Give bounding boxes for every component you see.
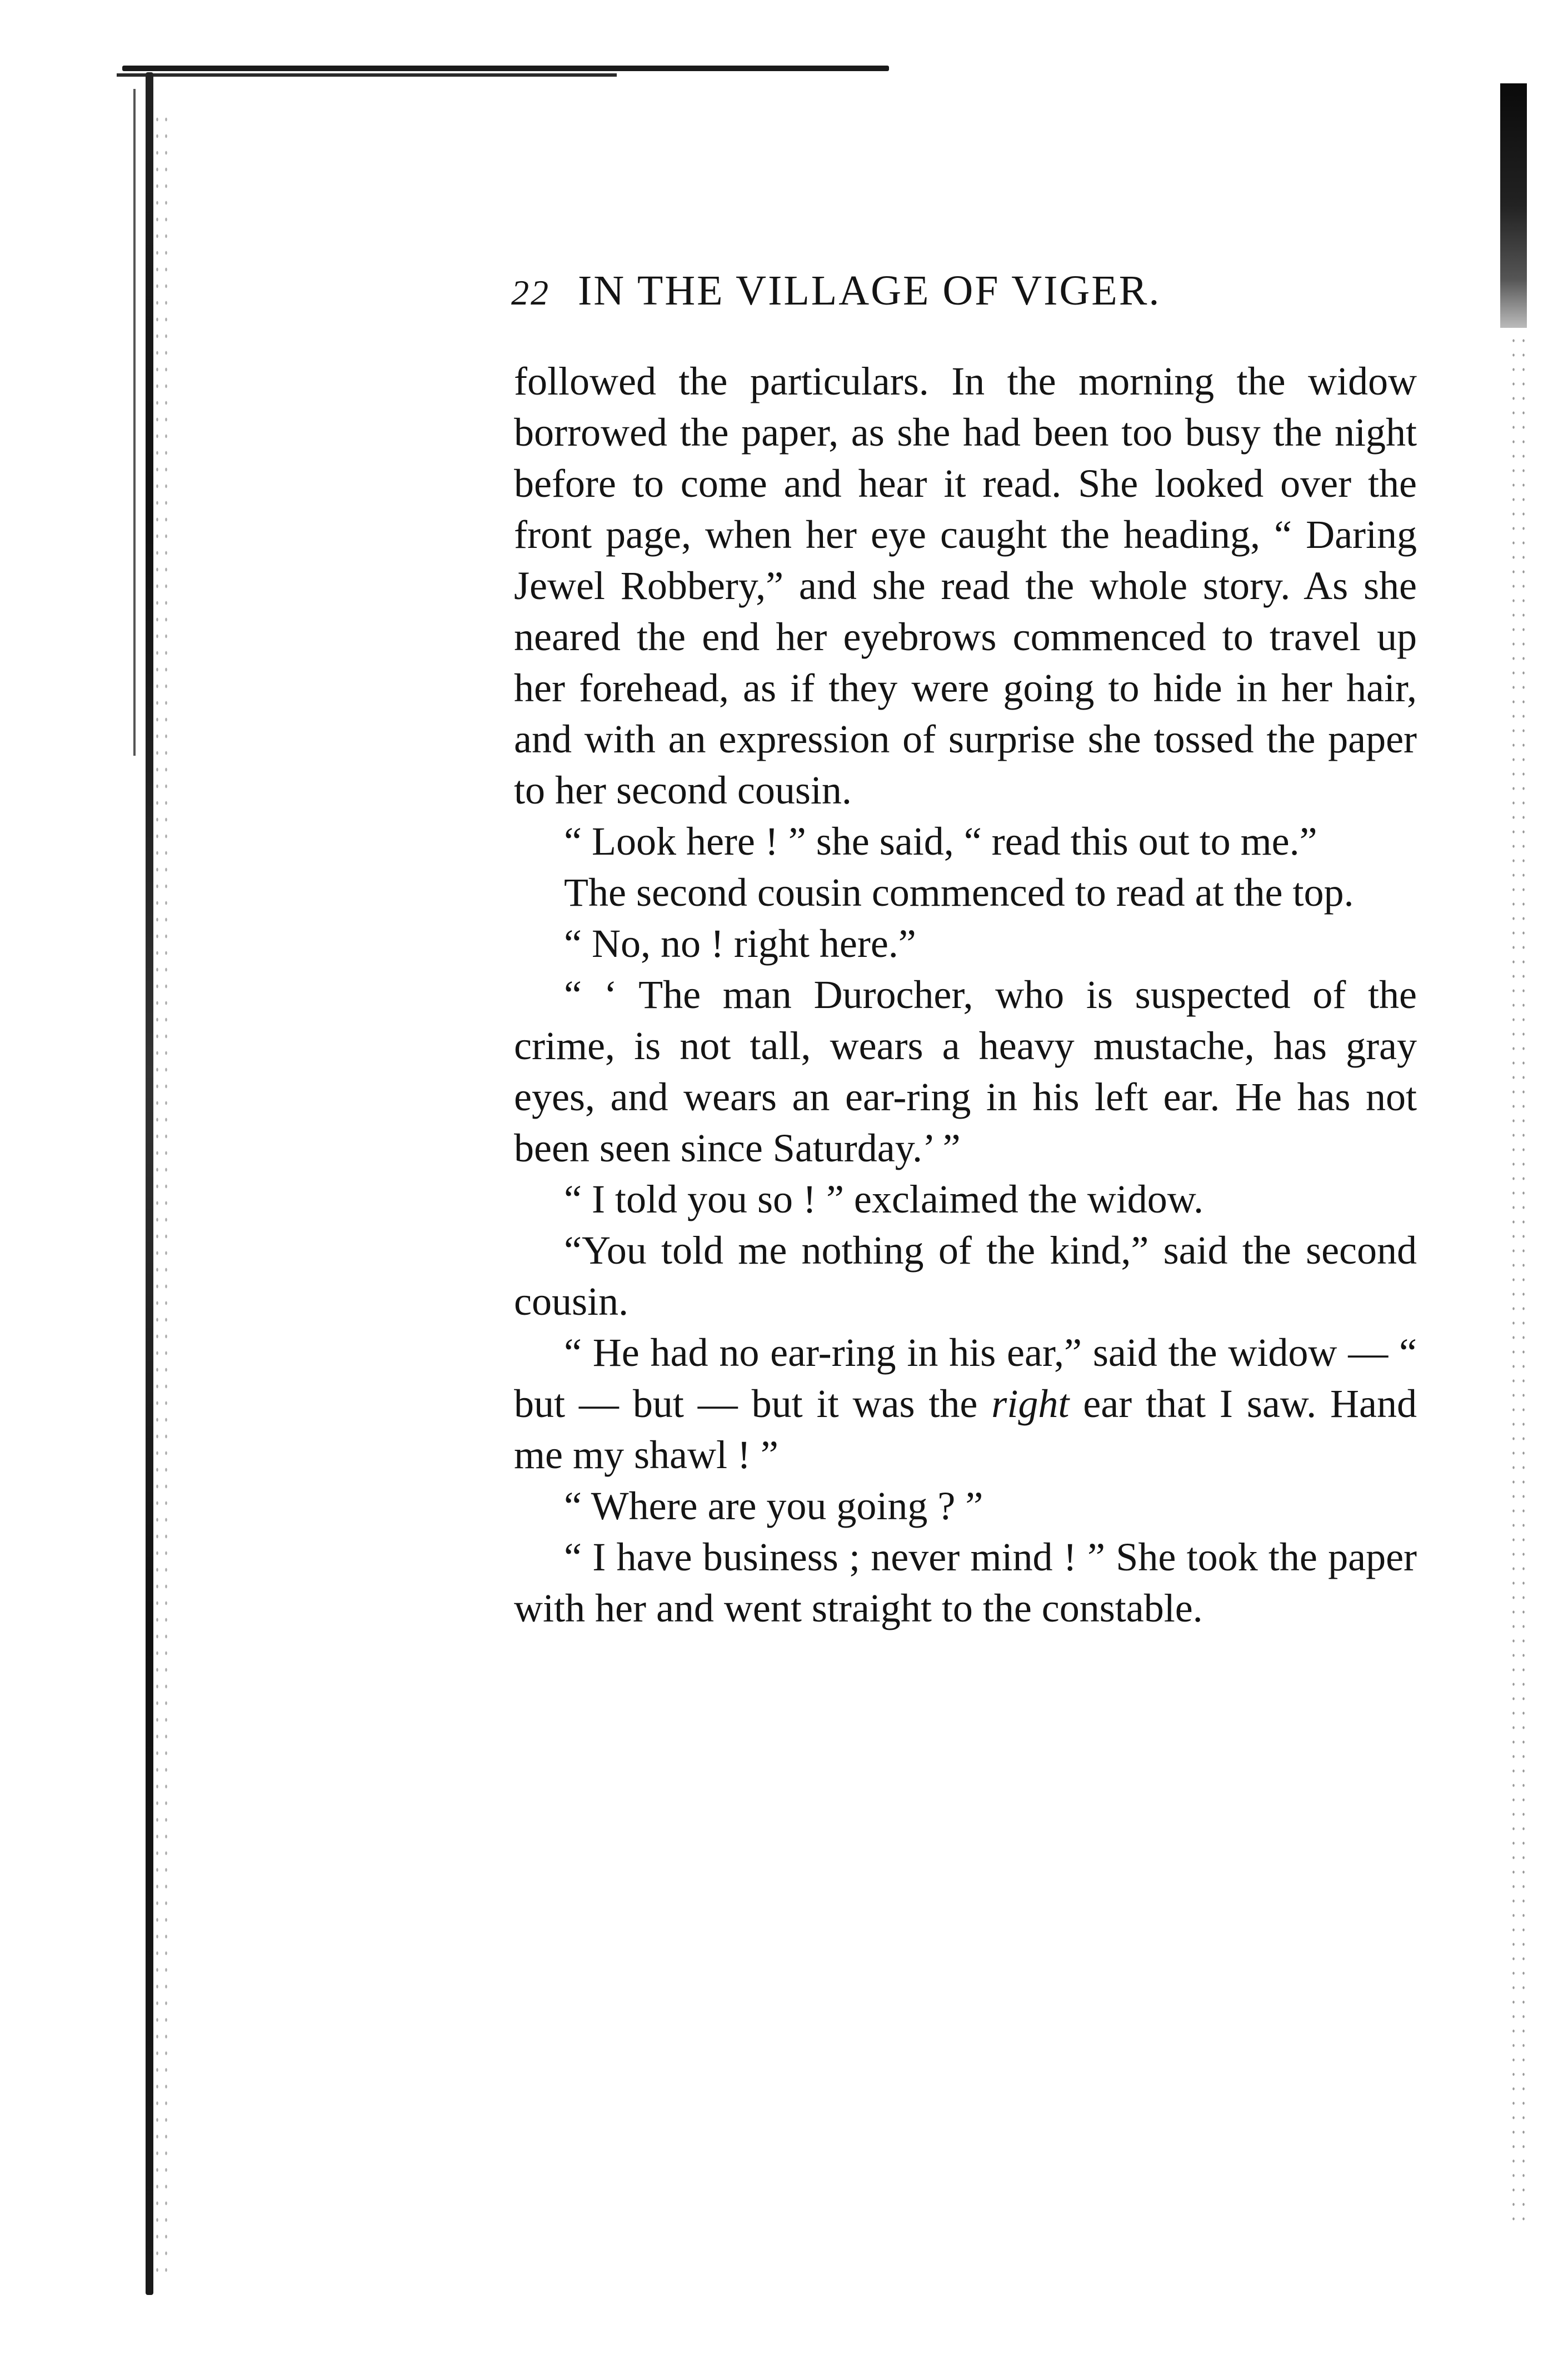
scan-noise-left xyxy=(153,111,169,2278)
scan-border-right xyxy=(1500,83,1527,328)
paragraph-earring-text-before: “ He had no ear-ring in his ear,” said the widow — “ but — but — but it was the xyxy=(514,1330,1417,1426)
paragraph-earring xyxy=(514,1327,1417,1480)
scan-border-top-shadow xyxy=(117,73,617,77)
paragraph-earring-text-after: ear that I saw. Hand me my shawl ! ” xyxy=(514,1381,1417,1477)
paragraph: “ I have business ; never mind ! ” She took the paper with her and went straight to the constable. xyxy=(514,1535,1417,1630)
body-text xyxy=(514,356,1417,1634)
paragraph: The second cousin commenced to read at the top. xyxy=(564,870,1354,915)
page-number: 22 xyxy=(511,273,550,312)
paragraph: “ Look here ! ” she said, “ read this out to me.” xyxy=(564,819,1317,864)
paragraph: “ I told you so ! ” exclaimed the widow. xyxy=(564,1177,1204,1221)
paragraph: “You told me nothing of the kind,” said the second cousin. xyxy=(514,1228,1417,1324)
scan-border-left-faint xyxy=(133,89,136,756)
emphasis-right: right xyxy=(991,1381,1070,1426)
paragraph: “ ‘ The man Durocher, who is suspected of the crime, is not tall, wears a heavy mustache, has gray eyes, and wears an ear-ring in his left ear. He has not been seen since Saturday.’ ” xyxy=(514,972,1417,1170)
scan-border-left xyxy=(146,72,153,2295)
paragraph: “ Where are you going ? ” xyxy=(564,1484,983,1528)
scan-border-top xyxy=(122,66,889,71)
paragraph: “ No, no ! right here.” xyxy=(564,921,916,966)
book-title: IN THE VILLAGE OF VIGER. xyxy=(578,267,1161,314)
running-head xyxy=(511,266,1356,316)
scan-noise-right xyxy=(1509,333,1525,2223)
paragraph: followed the particulars. In the morning the widow borrowed the paper, as she had been too busy the night before to come and hear it read. She looked over the front page, when her eye caught the heading, “ Daring Jewel Robbery,” and she read the whole story. As she neared the end her eyebrows commenced to travel up her forehead, as if they were going to hide in her hair, and with an expression of surprise she tossed the paper to her second cousin. xyxy=(514,359,1417,812)
